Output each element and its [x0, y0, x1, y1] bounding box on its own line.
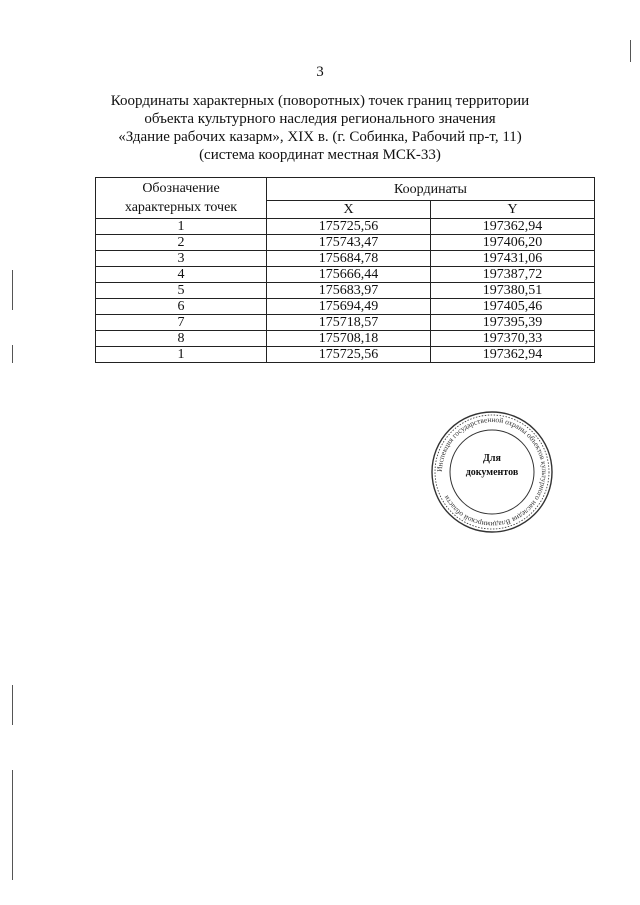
- table-row: [96, 347, 595, 363]
- table-row: [96, 331, 595, 347]
- cell-point: 5: [96, 283, 267, 299]
- cell-point: 6: [96, 299, 267, 315]
- page-title: [60, 92, 580, 164]
- scan-mark: [12, 270, 13, 310]
- cell-x: 175718,57: [267, 315, 431, 331]
- cell-x: 175743,47: [267, 235, 431, 251]
- table-row: [96, 315, 595, 331]
- header-coordinates: Координаты: [267, 178, 595, 201]
- title-line-1: Координаты характерных (поворотных) точек границ территории: [110, 93, 530, 109]
- cell-x: 175708,18: [267, 331, 431, 347]
- table-row: [96, 219, 595, 235]
- header-x: X: [267, 201, 431, 219]
- cell-point: 4: [96, 267, 267, 283]
- stamp-ring-text: Инспекция государственной охраны объектов культурного наследия Владимирской области: [434, 414, 550, 530]
- header-y: Y: [431, 201, 595, 219]
- cell-point: 7: [96, 315, 267, 331]
- title-line-3: «Здание рабочих казарм», XIX в. (г. Собинка, Рабочий пр-т, 11): [118, 129, 522, 145]
- cell-y: 197370,33: [431, 331, 595, 347]
- cell-point: 1: [96, 347, 267, 363]
- cell-y: 197405,46: [431, 299, 595, 315]
- cell-y: 197406,20: [431, 235, 595, 251]
- table-row: [96, 283, 595, 299]
- header-point-designation: [96, 178, 267, 219]
- page-number: 3: [316, 64, 324, 80]
- cell-y: 197380,51: [431, 283, 595, 299]
- scan-mark: [630, 40, 631, 62]
- cell-y: 197362,94: [431, 347, 595, 363]
- scan-mark: [12, 345, 13, 363]
- cell-x: 175683,97: [267, 283, 431, 299]
- stamp-center-line-2: документов: [465, 467, 519, 478]
- cell-point: 2: [96, 235, 267, 251]
- title-line-4: (система координат местная МСК-33): [199, 147, 441, 163]
- scan-mark: [12, 770, 13, 880]
- cell-y: 197387,72: [431, 267, 595, 283]
- stamp-center-line-1: Для: [483, 453, 501, 464]
- cell-x: 175666,44: [267, 267, 431, 283]
- stamp-center-text: [430, 452, 554, 480]
- table-row: [96, 267, 595, 283]
- scan-mark: [12, 685, 13, 725]
- coordinates-table: [95, 177, 595, 363]
- cell-y: 197362,94: [431, 219, 595, 235]
- cell-y: 197431,06: [431, 251, 595, 267]
- header-point-line-1: Обозначение: [142, 181, 220, 196]
- cell-x: 175684,78: [267, 251, 431, 267]
- table-row: [96, 299, 595, 315]
- table-row: [96, 251, 595, 267]
- header-point-line-2: характерных точек: [124, 200, 238, 215]
- cell-x: 175694,49: [267, 299, 431, 315]
- stamp-seal: [430, 410, 554, 534]
- cell-y: 197395,39: [431, 315, 595, 331]
- cell-point: 1: [96, 219, 267, 235]
- cell-point: 8: [96, 331, 267, 347]
- cell-point: 3: [96, 251, 267, 267]
- table-row: [96, 235, 595, 251]
- cell-x: 175725,56: [267, 219, 431, 235]
- title-line-2: объекта культурного наследия регионального значения: [144, 111, 496, 127]
- cell-x: 175725,56: [267, 347, 431, 363]
